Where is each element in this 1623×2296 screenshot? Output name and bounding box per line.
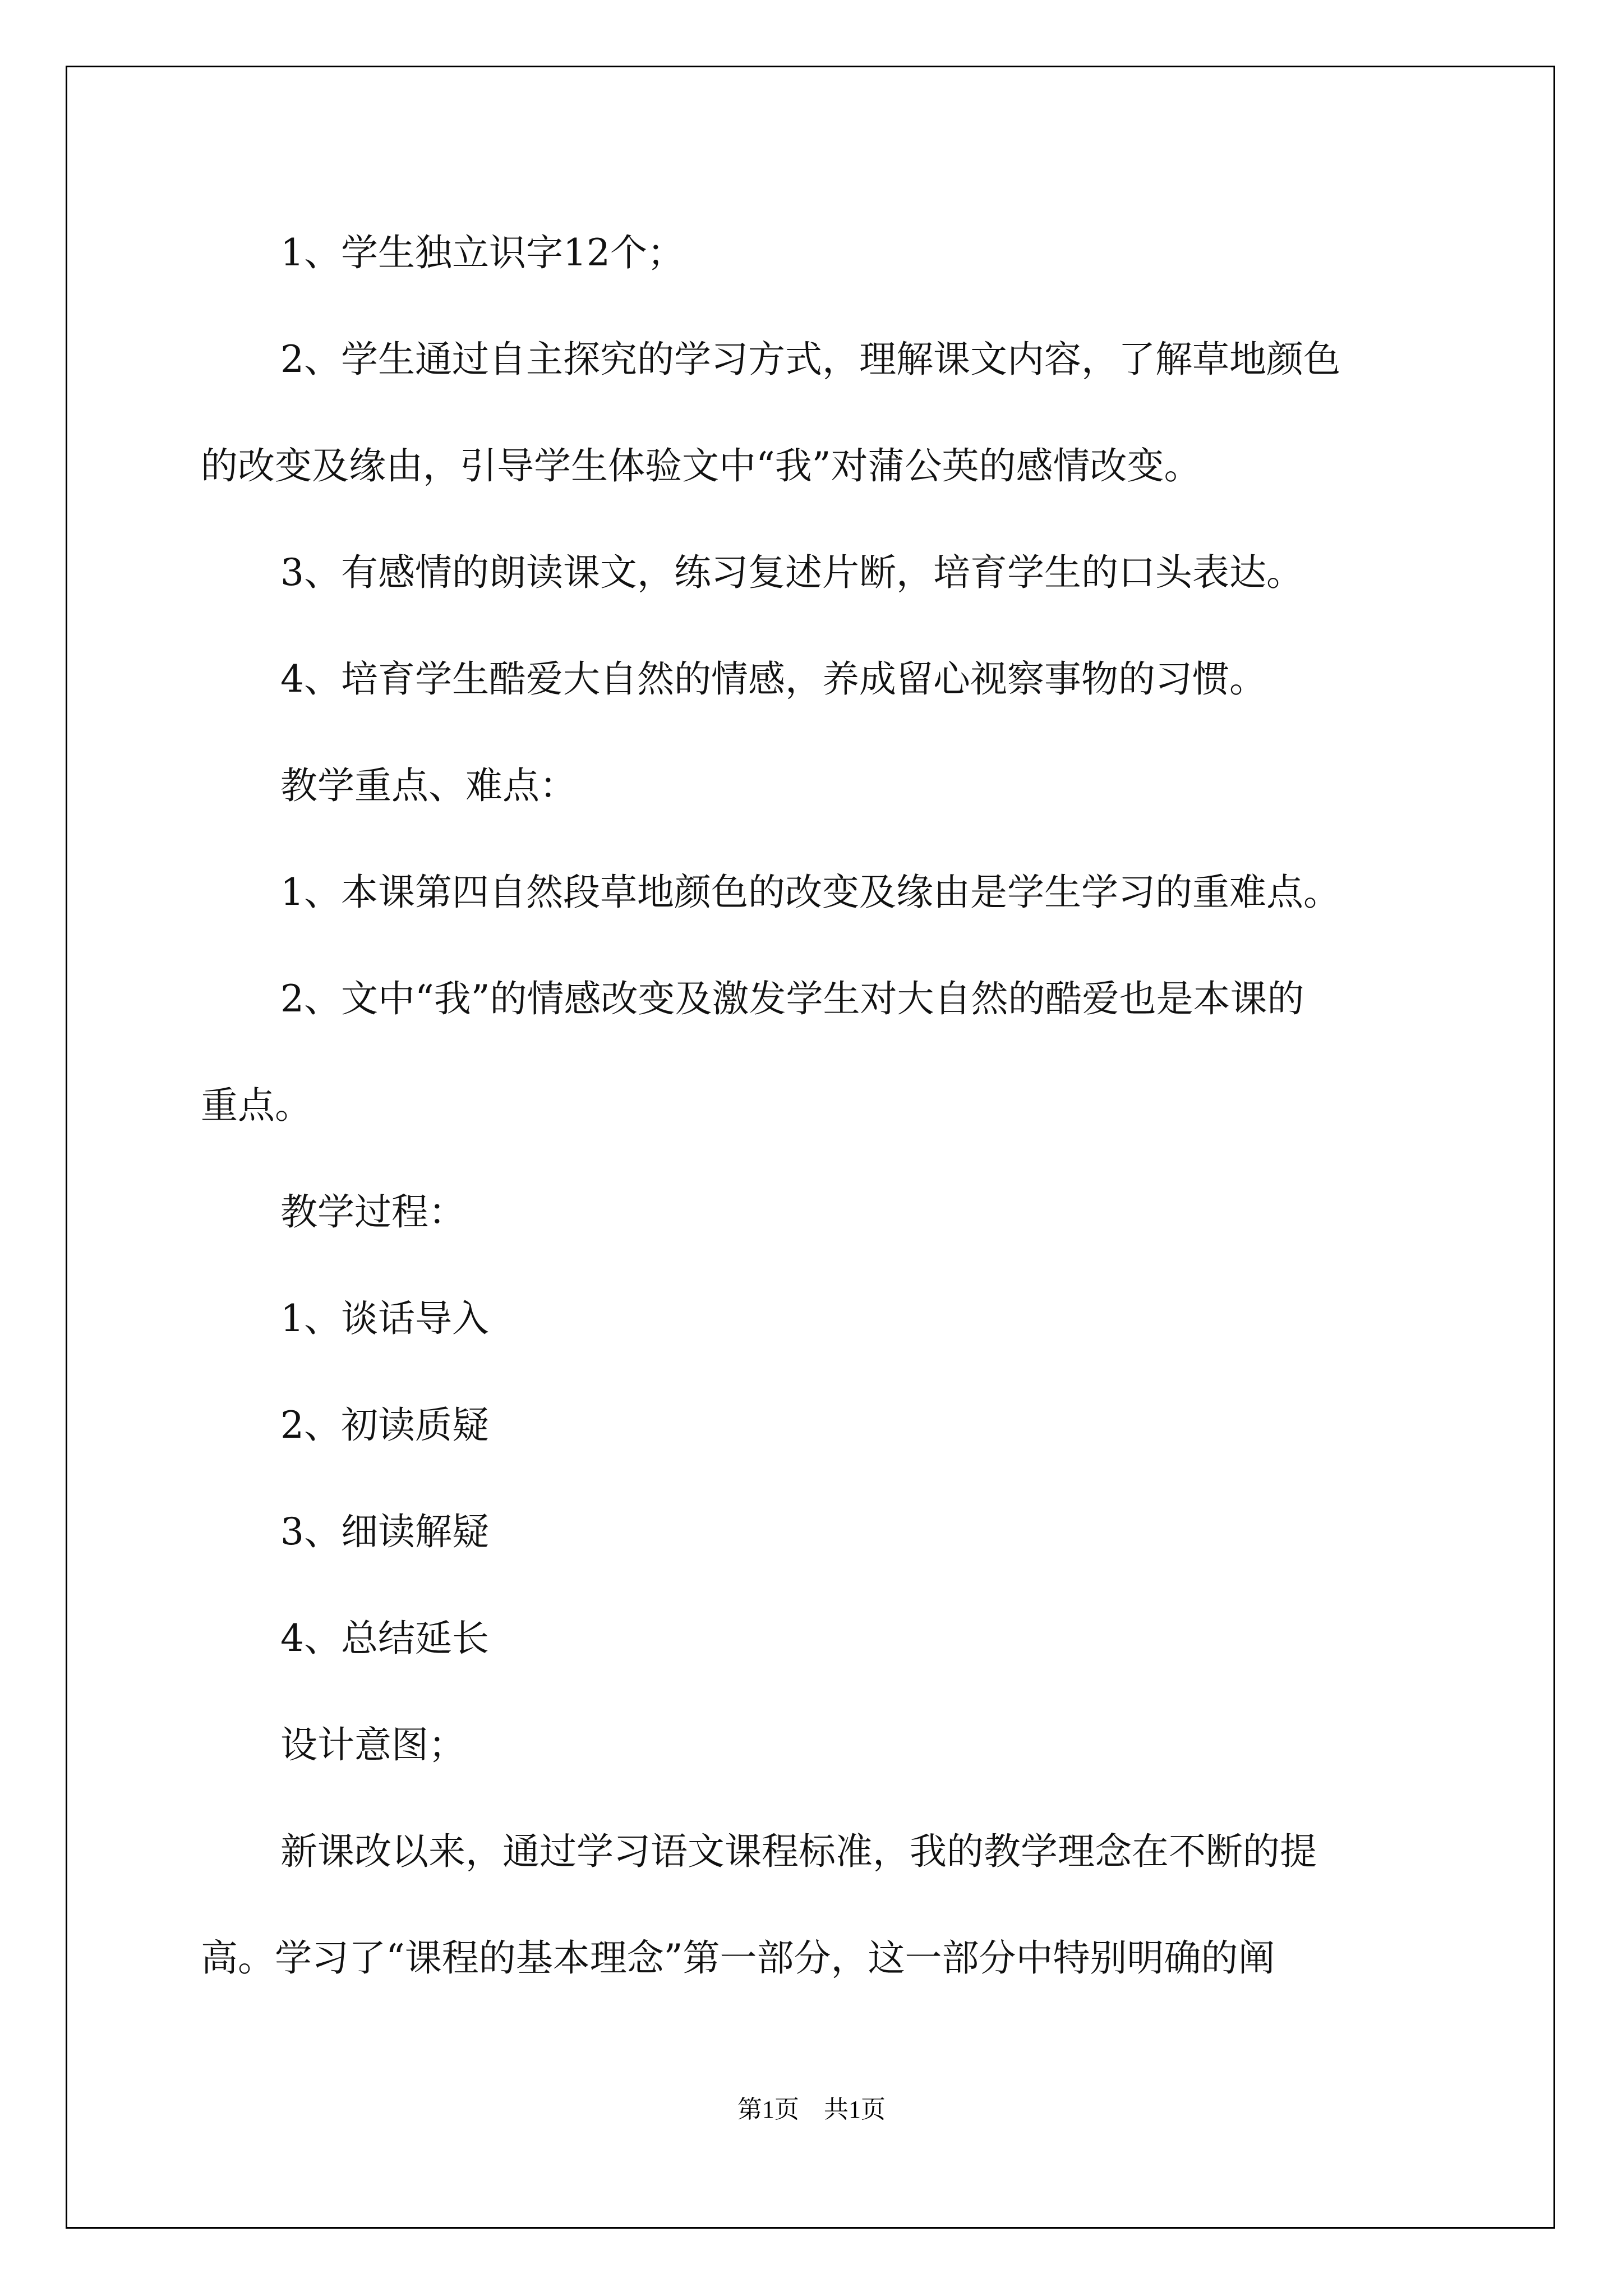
paragraph-line: 1、学生独立识字12个； [280, 231, 684, 274]
page-border [66, 66, 1555, 2229]
paragraph-line: 2、学生通过自主探究的学习方式，理解课文内容，了解草地颜色 [280, 338, 1340, 381]
paragraph-line: 3、有感情的朗读课文，练习复述片断，培育学生的口头表达。 [280, 551, 1303, 594]
paragraph-line: 2、文中“我”的情感改变及激发学生对大自然的酷爱也是本课的 [280, 977, 1304, 1020]
paragraph-line: 高。学习了“课程的基本理念”第一部分，这一部分中特别明确的阐 [201, 1936, 1275, 1980]
section-heading: 设计意图； [280, 1723, 465, 1766]
list-item: 3、细读解疑 [280, 1510, 489, 1553]
list-item: 2、初读质疑 [280, 1404, 489, 1447]
list-item: 4、总结延长 [280, 1617, 489, 1660]
paragraph-line: 4、培育学生酷爱大自然的情感，养成留心视察事物的习惯。 [280, 657, 1266, 701]
paragraph-line: 1、本课第四自然段草地颜色的改变及缘由是学生学习的重难点。 [280, 871, 1340, 914]
page-footer: 第1页 共1页 [737, 2096, 886, 2123]
paragraph-line: 的改变及缘由，引导学生体验文中“我”对蒲公英的感情改变。 [201, 444, 1201, 487]
list-item: 1、谈话导入 [280, 1297, 489, 1340]
paragraph-line: 新课改以来，通过学习语文课程标准，我的教学理念在不断的提 [280, 1830, 1317, 1873]
paragraph-line: 重点。 [201, 1084, 312, 1127]
section-heading: 教学过程： [280, 1190, 465, 1234]
section-heading: 教学重点、难点： [280, 764, 577, 807]
